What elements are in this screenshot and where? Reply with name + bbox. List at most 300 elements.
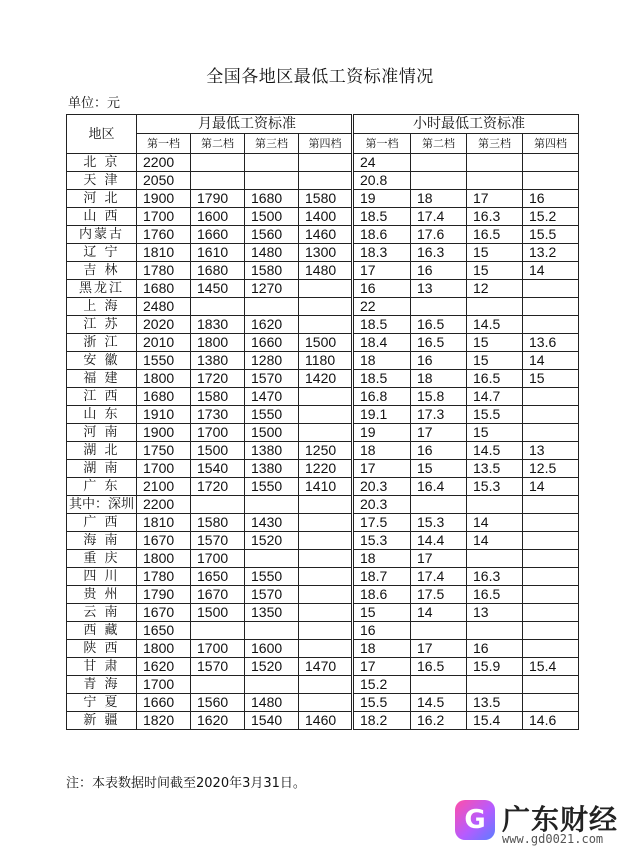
monthly-wage-cell: 2200 <box>137 496 191 514</box>
monthly-wage-cell <box>299 622 353 640</box>
hourly-wage-cell: 17 <box>353 460 411 478</box>
monthly-wage-cell: 1700 <box>191 424 245 442</box>
hourly-wage-cell <box>523 172 579 190</box>
table-row <box>67 640 579 658</box>
hourly-wage-cell: 15 <box>467 262 523 280</box>
monthly-wage-cell: 1410 <box>299 478 353 496</box>
monthly-wage-cell <box>299 514 353 532</box>
hourly-wage-cell <box>523 424 579 442</box>
hourly-wage-cell <box>523 388 579 406</box>
monthly-wage-cell <box>299 568 353 586</box>
monthly-wage-cell: 1350 <box>245 604 299 622</box>
hourly-wage-cell: 19 <box>353 424 411 442</box>
monthly-wage-cell: 1460 <box>299 712 353 730</box>
monthly-wage-cell <box>245 622 299 640</box>
region-cell: 西 藏 <box>67 622 137 640</box>
document-title: 全国各地区最低工资标准情况 <box>206 67 434 87</box>
region-cell: 山 东 <box>67 406 137 424</box>
monthly-wage-cell: 1300 <box>299 244 353 262</box>
hourly-wage-cell <box>523 622 579 640</box>
monthly-wage-cell: 1680 <box>137 280 191 298</box>
hourly-wage-cell: 16 <box>353 622 411 640</box>
monthly-wage-cell <box>299 154 353 172</box>
wage-table-body <box>67 154 579 730</box>
monthly-wage-cell: 2010 <box>137 334 191 352</box>
table-row <box>67 262 579 280</box>
hourly-header: 小时最低工资标准 <box>353 115 579 134</box>
monthly-wage-cell: 1680 <box>137 388 191 406</box>
table-row <box>67 280 579 298</box>
hourly-wage-cell: 17.5 <box>353 514 411 532</box>
hourly-wage-cell <box>411 622 467 640</box>
monthly-wage-cell <box>299 316 353 334</box>
hourly-wage-cell: 14.4 <box>411 532 467 550</box>
monthly-wage-cell: 1670 <box>191 586 245 604</box>
hourly-wage-cell: 16 <box>523 190 579 208</box>
hourly-wage-cell: 12 <box>467 280 523 298</box>
hourly-wage-cell: 15 <box>411 460 467 478</box>
region-cell: 广 东 <box>67 478 137 496</box>
hourly-wage-cell: 15.2 <box>353 676 411 694</box>
hourly-wage-cell <box>467 622 523 640</box>
monthly-wage-cell: 1650 <box>191 568 245 586</box>
hourly-wage-cell: 13 <box>523 442 579 460</box>
hourly-wage-cell: 16.4 <box>411 478 467 496</box>
hourly-wage-cell: 16 <box>411 352 467 370</box>
hourly-wage-cell: 13 <box>411 280 467 298</box>
hourly-wage-cell: 15 <box>467 352 523 370</box>
monthly-wage-cell <box>299 532 353 550</box>
hourly-wage-cell: 16.5 <box>411 658 467 676</box>
monthly-wage-cell: 1450 <box>191 280 245 298</box>
monthly-wage-cell: 1800 <box>137 370 191 388</box>
monthly-wage-cell: 1580 <box>299 190 353 208</box>
hourly-wage-cell: 15 <box>467 244 523 262</box>
hourly-wage-cell: 17.4 <box>411 568 467 586</box>
monthly-wage-cell: 1820 <box>137 712 191 730</box>
region-cell: 辽 宁 <box>67 244 137 262</box>
table-row <box>67 316 579 334</box>
monthly-wage-cell: 1280 <box>245 352 299 370</box>
monthly-wage-cell: 1780 <box>137 262 191 280</box>
monthly-wage-cell <box>299 586 353 604</box>
unit-label: 单位：元 <box>68 96 121 111</box>
hourly-wage-cell: 18.5 <box>353 316 411 334</box>
monthly-wage-cell: 1900 <box>137 424 191 442</box>
monthly-wage-cell <box>191 298 245 316</box>
hourly-wage-cell: 12.5 <box>523 460 579 478</box>
region-cell: 上 海 <box>67 298 137 316</box>
footnote: 注：本表数据时间截至2020年3月31日。 <box>66 776 306 791</box>
monthly-wage-cell: 1780 <box>137 568 191 586</box>
table-row <box>67 154 579 172</box>
watermark-url: www.gd0021.com <box>502 832 604 846</box>
monthly-wage-cell: 1560 <box>245 226 299 244</box>
region-cell: 湖 北 <box>67 442 137 460</box>
table-row <box>67 226 579 244</box>
monthly-wage-cell: 1550 <box>245 406 299 424</box>
monthly-wage-cell <box>299 298 353 316</box>
hourly-wage-cell: 15.3 <box>353 532 411 550</box>
monthly-wage-cell: 1620 <box>137 658 191 676</box>
monthly-wage-cell: 1460 <box>299 226 353 244</box>
table-row <box>67 532 579 550</box>
monthly-wage-cell <box>299 550 353 568</box>
region-cell: 广 西 <box>67 514 137 532</box>
hourly-wage-cell: 18 <box>353 640 411 658</box>
monthly-wage-cell: 1760 <box>137 226 191 244</box>
hourly-wage-cell: 15 <box>467 424 523 442</box>
region-cell: 河 南 <box>67 424 137 442</box>
hourly-wage-cell <box>467 172 523 190</box>
hourly-wage-cell: 14.6 <box>523 712 579 730</box>
hourly-wage-cell: 17 <box>411 640 467 658</box>
hourly-wage-cell: 20.3 <box>353 496 411 514</box>
hourly-wage-cell: 13.2 <box>523 244 579 262</box>
table-row <box>67 478 579 496</box>
monthly-header: 月最低工资标准 <box>137 115 353 134</box>
hourly-wage-cell: 13 <box>467 604 523 622</box>
table-row <box>67 712 579 730</box>
hourly-wage-cell: 17 <box>411 550 467 568</box>
region-cell: 云 南 <box>67 604 137 622</box>
hourly-wage-cell <box>523 154 579 172</box>
monthly-wage-cell: 1660 <box>245 334 299 352</box>
hourly-wage-cell <box>523 694 579 712</box>
table-row <box>67 388 579 406</box>
monthly-wage-cell <box>245 172 299 190</box>
monthly-wage-cell: 1720 <box>191 370 245 388</box>
monthly-wage-cell <box>299 280 353 298</box>
hourly-wage-cell: 15.4 <box>467 712 523 730</box>
hourly-wage-cell: 16.3 <box>467 208 523 226</box>
hourly-wage-cell: 16 <box>353 280 411 298</box>
hourly-wage-cell: 18 <box>353 352 411 370</box>
hourly-wage-cell: 17.6 <box>411 226 467 244</box>
hourly-wage-cell <box>523 280 579 298</box>
monthly-wage-cell: 1660 <box>191 226 245 244</box>
monthly-wage-cell: 1900 <box>137 190 191 208</box>
hourly-wage-cell <box>523 316 579 334</box>
hourly-wage-cell: 13.5 <box>467 460 523 478</box>
hourly-wage-cell: 18.3 <box>353 244 411 262</box>
hourly-wage-cell <box>523 496 579 514</box>
monthly-wage-cell: 2100 <box>137 478 191 496</box>
monthly-wage-cell: 1180 <box>299 352 353 370</box>
monthly-wage-cell: 1700 <box>137 460 191 478</box>
monthly-wage-cell: 1250 <box>299 442 353 460</box>
hourly-wage-cell: 20.8 <box>353 172 411 190</box>
monthly-wage-cell <box>245 496 299 514</box>
hourly-wage-cell <box>467 550 523 568</box>
hourly-wage-cell: 16.2 <box>411 712 467 730</box>
hourly-wage-cell <box>467 298 523 316</box>
hourly-wage-cell <box>523 550 579 568</box>
monthly-wage-cell: 1600 <box>191 208 245 226</box>
hourly-wage-cell: 24 <box>353 154 411 172</box>
monthly-wage-cell <box>191 172 245 190</box>
monthly-wage-cell: 1570 <box>245 370 299 388</box>
table-row <box>67 550 579 568</box>
hourly-wage-cell: 15.3 <box>411 514 467 532</box>
monthly-wage-cell <box>299 172 353 190</box>
hourly-wage-cell: 18 <box>353 442 411 460</box>
monthly-wage-cell: 1570 <box>191 658 245 676</box>
hourly-wage-cell <box>467 676 523 694</box>
monthly-wage-cell: 1670 <box>137 532 191 550</box>
region-cell: 甘 肃 <box>67 658 137 676</box>
hourly-wage-cell: 14 <box>523 262 579 280</box>
region-header: 地区 <box>67 115 137 154</box>
table-row <box>67 694 579 712</box>
table-row <box>67 172 579 190</box>
monthly-wage-cell: 1470 <box>245 388 299 406</box>
hourly-wage-cell: 15 <box>353 604 411 622</box>
region-cell: 其中：深圳 <box>67 496 137 514</box>
monthly-wage-cell: 1730 <box>191 406 245 424</box>
region-cell: 北 京 <box>67 154 137 172</box>
monthly-wage-cell: 1790 <box>191 190 245 208</box>
region-cell: 四 川 <box>67 568 137 586</box>
hourly-wage-cell <box>523 298 579 316</box>
table-row <box>67 568 579 586</box>
hourly-wage-cell <box>411 298 467 316</box>
monthly-wage-cell: 1500 <box>191 442 245 460</box>
monthly-wage-cell <box>191 154 245 172</box>
table-row <box>67 586 579 604</box>
hourly-wage-cell: 18.6 <box>353 586 411 604</box>
monthly-wage-cell: 1810 <box>137 244 191 262</box>
hourly-wage-cell <box>523 406 579 424</box>
monthly-wage-cell: 1540 <box>245 712 299 730</box>
table-row <box>67 604 579 622</box>
hourly-wage-cell <box>523 640 579 658</box>
hourly-wage-cell: 16.5 <box>411 316 467 334</box>
monthly-wage-cell: 1480 <box>245 694 299 712</box>
monthly-wage-cell: 1520 <box>245 658 299 676</box>
hourly-wage-cell: 14.7 <box>467 388 523 406</box>
hourly-wage-cell: 16.3 <box>467 568 523 586</box>
hourly-wage-cell: 15.2 <box>523 208 579 226</box>
monthly-wage-cell <box>299 604 353 622</box>
monthly-wage-cell: 1500 <box>191 604 245 622</box>
table-row <box>67 370 579 388</box>
hourly-wage-cell <box>411 154 467 172</box>
table-row <box>67 676 579 694</box>
hourly-wage-cell <box>411 496 467 514</box>
monthly-tier-2: 第二档 <box>191 134 245 154</box>
hourly-wage-cell: 15.5 <box>353 694 411 712</box>
region-cell: 江 西 <box>67 388 137 406</box>
hourly-wage-cell: 17.5 <box>411 586 467 604</box>
monthly-wage-cell: 1680 <box>245 190 299 208</box>
region-cell: 山 西 <box>67 208 137 226</box>
monthly-wage-cell: 1480 <box>299 262 353 280</box>
region-cell: 吉 林 <box>67 262 137 280</box>
monthly-wage-cell: 1720 <box>191 478 245 496</box>
region-cell: 新 疆 <box>67 712 137 730</box>
monthly-wage-cell: 1620 <box>191 712 245 730</box>
monthly-wage-cell: 1500 <box>299 334 353 352</box>
monthly-wage-cell: 1580 <box>191 388 245 406</box>
monthly-wage-cell: 1800 <box>137 550 191 568</box>
hourly-tier-3: 第三档 <box>467 134 523 154</box>
hourly-wage-cell <box>523 676 579 694</box>
monthly-wage-cell <box>191 622 245 640</box>
monthly-wage-cell <box>245 298 299 316</box>
table-row <box>67 424 579 442</box>
hourly-tier-4: 第四档 <box>523 134 579 154</box>
monthly-wage-cell: 1550 <box>137 352 191 370</box>
monthly-wage-cell: 1580 <box>191 514 245 532</box>
hourly-wage-cell: 14.5 <box>467 442 523 460</box>
table-row <box>67 334 579 352</box>
monthly-wage-cell <box>245 550 299 568</box>
monthly-wage-cell: 2200 <box>137 154 191 172</box>
hourly-wage-cell <box>467 154 523 172</box>
monthly-wage-cell: 1700 <box>137 676 191 694</box>
hourly-wage-cell: 17.4 <box>411 208 467 226</box>
hourly-wage-cell: 18 <box>411 190 467 208</box>
monthly-tier-4: 第四档 <box>299 134 353 154</box>
monthly-wage-cell: 2020 <box>137 316 191 334</box>
table-row <box>67 442 579 460</box>
hourly-wage-cell: 15 <box>467 334 523 352</box>
hourly-wage-cell: 18.2 <box>353 712 411 730</box>
monthly-wage-cell: 1400 <box>299 208 353 226</box>
hourly-wage-cell: 14.5 <box>467 316 523 334</box>
hourly-wage-cell: 15.8 <box>411 388 467 406</box>
monthly-wage-cell: 1470 <box>299 658 353 676</box>
hourly-wage-cell: 18.7 <box>353 568 411 586</box>
table-row <box>67 352 579 370</box>
monthly-wage-cell <box>191 676 245 694</box>
region-cell: 天 津 <box>67 172 137 190</box>
region-cell: 重 庆 <box>67 550 137 568</box>
monthly-wage-cell: 1790 <box>137 586 191 604</box>
hourly-wage-cell: 18.4 <box>353 334 411 352</box>
region-cell: 江 苏 <box>67 316 137 334</box>
hourly-wage-cell: 17.3 <box>411 406 467 424</box>
hourly-wage-cell: 15 <box>523 370 579 388</box>
hourly-wage-cell: 22 <box>353 298 411 316</box>
table-row <box>67 208 579 226</box>
monthly-wage-cell: 1650 <box>137 622 191 640</box>
hourly-wage-cell <box>467 496 523 514</box>
region-cell: 湖 南 <box>67 460 137 478</box>
hourly-wage-cell: 14.5 <box>411 694 467 712</box>
monthly-wage-cell: 1670 <box>137 604 191 622</box>
region-cell: 宁 夏 <box>67 694 137 712</box>
hourly-wage-cell: 16.5 <box>467 370 523 388</box>
table-row <box>67 190 579 208</box>
hourly-wage-cell <box>523 514 579 532</box>
monthly-wage-cell: 1910 <box>137 406 191 424</box>
hourly-wage-cell: 15.5 <box>523 226 579 244</box>
region-cell: 海 南 <box>67 532 137 550</box>
monthly-wage-cell: 1380 <box>191 352 245 370</box>
monthly-wage-cell: 1580 <box>245 262 299 280</box>
monthly-wage-cell: 2480 <box>137 298 191 316</box>
monthly-wage-cell <box>245 676 299 694</box>
hourly-wage-cell: 17 <box>353 262 411 280</box>
monthly-wage-cell <box>299 640 353 658</box>
monthly-wage-cell <box>191 496 245 514</box>
monthly-wage-cell: 1560 <box>191 694 245 712</box>
region-cell: 福 建 <box>67 370 137 388</box>
monthly-wage-cell: 2050 <box>137 172 191 190</box>
table-row <box>67 514 579 532</box>
hourly-wage-cell: 16 <box>411 442 467 460</box>
hourly-wage-cell: 19.1 <box>353 406 411 424</box>
monthly-wage-cell: 1380 <box>245 442 299 460</box>
table-row <box>67 298 579 316</box>
hourly-wage-cell <box>523 532 579 550</box>
table-row <box>67 496 579 514</box>
region-cell: 河 北 <box>67 190 137 208</box>
monthly-wage-cell <box>299 694 353 712</box>
hourly-wage-cell: 15.4 <box>523 658 579 676</box>
monthly-wage-cell: 1520 <box>245 532 299 550</box>
monthly-wage-cell: 1800 <box>191 334 245 352</box>
hourly-wage-cell: 13.6 <box>523 334 579 352</box>
monthly-wage-cell: 1750 <box>137 442 191 460</box>
monthly-wage-cell <box>299 424 353 442</box>
hourly-tier-2: 第二档 <box>411 134 467 154</box>
region-cell: 内蒙古 <box>67 226 137 244</box>
hourly-wage-cell: 14 <box>523 478 579 496</box>
hourly-wage-cell: 13.5 <box>467 694 523 712</box>
monthly-wage-cell <box>299 496 353 514</box>
hourly-wage-cell: 15.5 <box>467 406 523 424</box>
table-row <box>67 622 579 640</box>
monthly-wage-cell: 1680 <box>191 262 245 280</box>
monthly-wage-cell: 1430 <box>245 514 299 532</box>
hourly-wage-cell: 19 <box>353 190 411 208</box>
table-row <box>67 244 579 262</box>
monthly-wage-cell: 1540 <box>191 460 245 478</box>
monthly-wage-cell <box>299 406 353 424</box>
hourly-wage-cell: 15.3 <box>467 478 523 496</box>
table-row <box>67 406 579 424</box>
region-cell: 陕 西 <box>67 640 137 658</box>
wage-table <box>66 114 579 730</box>
monthly-wage-cell: 1380 <box>245 460 299 478</box>
monthly-wage-cell: 1500 <box>245 208 299 226</box>
hourly-wage-cell: 14 <box>411 604 467 622</box>
monthly-tier-1: 第一档 <box>137 134 191 154</box>
monthly-tier-3: 第三档 <box>245 134 299 154</box>
hourly-wage-cell: 16.5 <box>467 226 523 244</box>
hourly-wage-cell: 16 <box>467 640 523 658</box>
hourly-wage-cell: 14 <box>467 514 523 532</box>
hourly-tier-1: 第一档 <box>353 134 411 154</box>
hourly-wage-cell: 18 <box>353 550 411 568</box>
monthly-wage-cell: 1570 <box>245 586 299 604</box>
region-cell: 青 海 <box>67 676 137 694</box>
watermark-logo-icon: G <box>455 800 495 840</box>
hourly-wage-cell: 20.3 <box>353 478 411 496</box>
monthly-wage-cell: 1500 <box>245 424 299 442</box>
monthly-wage-cell: 1620 <box>245 316 299 334</box>
hourly-wage-cell <box>523 604 579 622</box>
hourly-wage-cell: 18.5 <box>353 208 411 226</box>
monthly-wage-cell: 1660 <box>137 694 191 712</box>
monthly-wage-cell: 1610 <box>191 244 245 262</box>
hourly-wage-cell: 16.5 <box>411 334 467 352</box>
hourly-wage-cell: 18.6 <box>353 226 411 244</box>
monthly-wage-cell: 1700 <box>137 208 191 226</box>
